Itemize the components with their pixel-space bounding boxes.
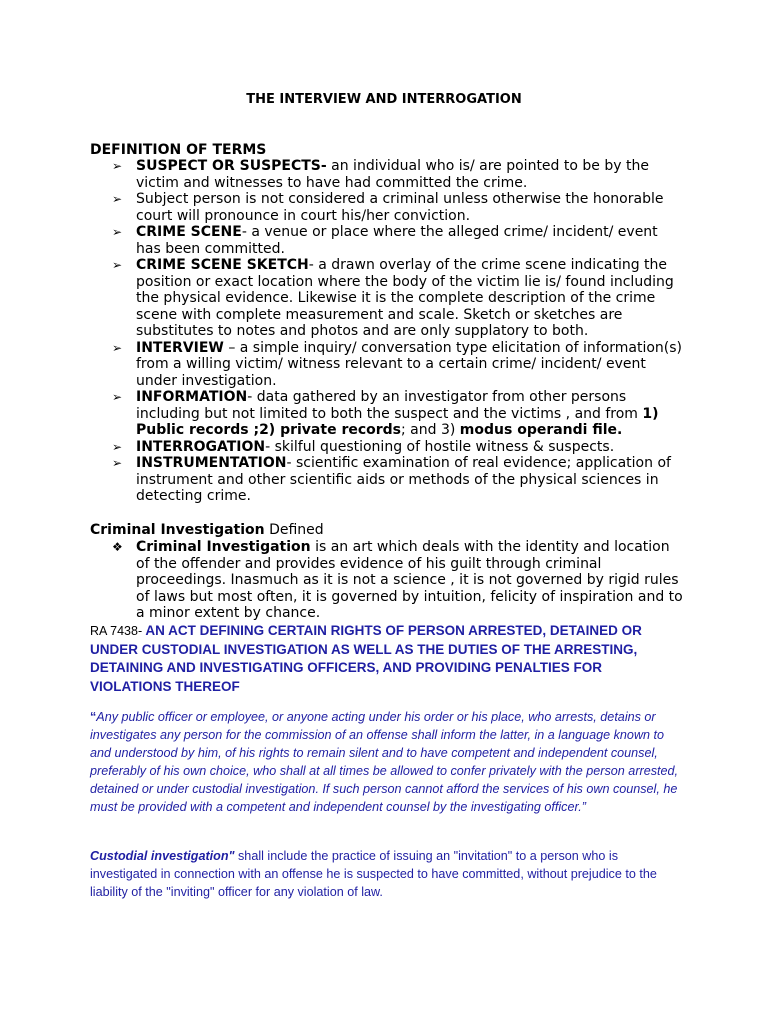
term-definition: - data gathered by an investigator from other persons including but not limited to both the suspect and the victims , and from — [136, 389, 643, 422]
heading-rest: Defined — [264, 522, 324, 538]
document-title: THE INTERVIEW AND INTERROGATION — [246, 92, 522, 107]
arrow-bullet-icon: ➢ — [112, 192, 123, 206]
criminal-investigation-list — [110, 539, 685, 622]
term-label: INTERVIEW — [136, 339, 224, 356]
criminal-investigation-heading — [90, 522, 324, 539]
arrow-bullet-icon: ➢ — [112, 258, 123, 272]
term-definition: - a drawn overlay of the crime scene indicating the position or exact location where the body of the victim lie is/ found including the physical evidence. Likewise it is the complete description of the crime scene with complete measurement and scale. Sketch or sketches are substitutes to notes and photos and are only supplatory to both. — [136, 257, 674, 339]
term-emphasis: 1) Public records ;2) private records — [136, 405, 659, 438]
ra-7438-heading — [90, 622, 650, 696]
quote-text: Any public officer or employee, or anyone acting under his order or his place, who arrests, detains or investigates any person for the commission of an offense shall inform the latter, in a language known to and understood by him, of his rights to remain silent and to have competent and independent counsel, preferably of his own choice, who shall at all times be allowed to confer privately with the person arrested, detained or under custodial investigation. If such person cannot afford the services of his own counsel, he must be provided with a competent and independent counsel by the investigating officer.” — [90, 710, 679, 814]
term-definition: an individual who is/ are pointed to be by the victim and witnesses to have had committed the crime. — [136, 158, 649, 191]
definition-heading: DEFINITION OF TERMS — [90, 142, 267, 158]
term-item-subject-person — [110, 191, 685, 224]
term-item-crime-scene-sketch — [110, 257, 685, 340]
term-label: INTERROGATION — [136, 438, 266, 455]
ra-title: AN ACT DEFINING CERTAIN RIGHTS OF PERSON ARRESTED, DETAINED OR UNDER CUSTODIAL INVESTIGATION AS WELL AS THE DUTIES OF THE ARRESTING, DETAINING AND INVESTIGATING OFFICERS, AND PROVIDING PENALTIES FOR VIOLATIONS THEREOF — [90, 623, 642, 694]
term-emphasis: modus operandi file. — [459, 422, 623, 438]
arrow-bullet-icon: ➢ — [112, 159, 123, 173]
term-item-suspect — [110, 158, 685, 191]
arrow-bullet-icon: ➢ — [112, 340, 123, 355]
term-definition: - scientific examination of real evidence; application of instrument and other scientific aids or methods of the physical sciences in detecting crime. — [136, 455, 671, 504]
arrow-bullet-icon: ➢ — [112, 225, 123, 239]
term-definition: - skilful questioning of hostile witness & suspects. — [265, 438, 615, 455]
custodial-text: shall include the practice of issuing an "invitation" to a person who is investigated in connection with an offense he is suspected to have committed, without prejudice to the liability of the "inviting" officer for any violation of law. — [90, 849, 657, 899]
term-label: INFORMATION — [136, 389, 248, 405]
arrow-bullet-icon: ➢ — [112, 439, 123, 454]
term-definition: - a venue or place where the alleged crime/ incident/ event has been committed. — [136, 224, 658, 257]
term-label: INSTRUMENTATION — [136, 455, 287, 471]
custodial-term: Custodial investigation" — [90, 849, 235, 863]
criminal-investigation-item — [110, 539, 685, 622]
term-definition: – a simple inquiry/ conversation type elicitation of information(s) from a willing victim/ witness relevant to a certain crime/ incident/ event under investigation. — [136, 339, 683, 389]
term-label: CRIME SCENE SKETCH — [136, 257, 309, 273]
term-item-interview — [110, 340, 685, 390]
ci-definition: is an art which deals with the identity and location of the offender and provides evidence of his guilt through criminal proceedings. Inasmuch as it is not a science , it is not governed by rigid rules of laws but most often, it is governed by intuition, felicity of inspiration and to a minor extent by chance. — [136, 539, 683, 621]
open-quote-mark: “ — [90, 710, 97, 724]
term-label: SUSPECT OR SUSPECTS- — [136, 158, 327, 174]
term-definition: Subject person is not considered a criminal unless otherwise the honorable court will pronounce in court his/her conviction. — [136, 191, 664, 224]
terms-list — [110, 158, 685, 505]
term-item-instrumentation — [110, 455, 685, 505]
ra-quote — [90, 708, 680, 816]
term-item-interrogation — [110, 439, 685, 456]
arrow-bullet-icon: ➢ — [112, 456, 123, 470]
ra-number: RA 7438- — [90, 624, 143, 638]
term-item-crime-scene — [110, 224, 685, 257]
diamond-bullet-icon: ❖ — [112, 540, 123, 554]
term-definition: ; and 3) — [401, 422, 460, 438]
heading-bold: Criminal Investigation — [90, 522, 265, 538]
term-item-information — [110, 389, 685, 439]
arrow-bullet-icon: ➢ — [112, 390, 123, 404]
ci-term-label: Criminal Investigation — [136, 539, 311, 555]
term-label: CRIME SCENE — [136, 224, 242, 240]
custodial-investigation-paragraph — [90, 847, 680, 901]
